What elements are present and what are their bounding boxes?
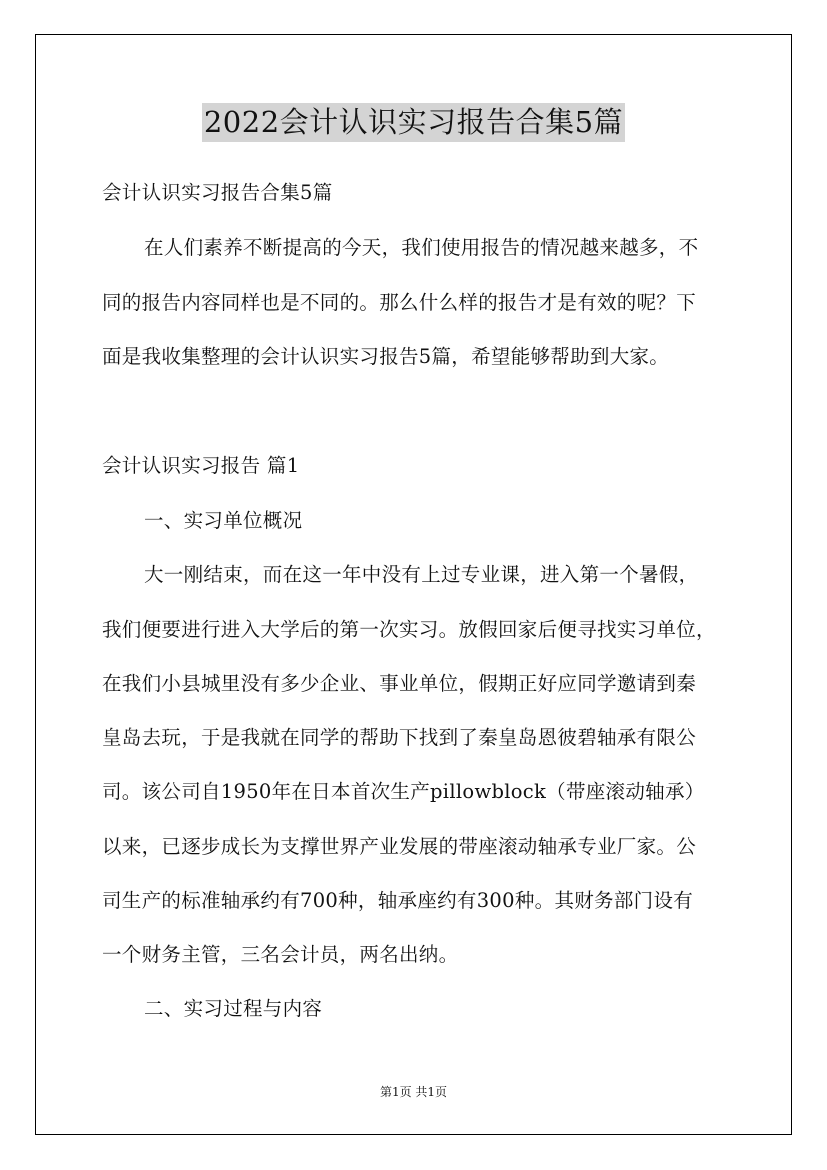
intro-line: 在人们素养不断提高的今天，我们使用报告的情况越来越多，不 — [144, 236, 699, 259]
section-heading: 会计认识实习报告 篇1 — [102, 454, 300, 477]
body-line: 皇岛去玩，于是我就在同学的帮助下找到了秦皇岛恩彼碧轴承有限公 — [102, 726, 697, 749]
document-title: 2022会计认识实习报告合集5篇 — [202, 103, 625, 142]
body-line: 大一刚结束，而在这一年中没有上过专业课，进入第一个暑假， — [144, 563, 699, 586]
sub-heading: 二、实习过程与内容 — [144, 997, 323, 1020]
body-line: 一个财务主管，三名会计员，两名出纳。 — [102, 943, 459, 966]
body-line: 在我们小县城里没有多少企业、事业单位，假期正好应同学邀请到秦 — [102, 672, 697, 695]
intro-line: 面是我收集整理的会计认识实习报告5篇，希望能够帮助到大家。 — [102, 345, 670, 368]
body-line: 以来，已逐步成长为支撑世界产业发展的带座滚动轴承专业厂家。公 — [102, 835, 697, 858]
body-line: 司生产的标准轴承约有700种，轴承座约有300种。其财务部门设有 — [102, 889, 694, 912]
page-footer: 第1页 共1页 — [379, 1085, 448, 1099]
body-line: 司。该公司自1950年在日本首次生产pillowblock（带座滚动轴承） — [102, 780, 705, 803]
title-container — [0, 103, 827, 142]
body-line: 我们便要进行进入大学后的第一次实习。放假回家后便寻找实习单位， — [102, 618, 716, 641]
intro-line: 同的报告内容同样也是不同的。那么什么样的报告才是有效的呢？下 — [102, 291, 697, 314]
document-subtitle: 会计认识实习报告合集5篇 — [102, 181, 333, 204]
sub-heading: 一、实习单位概况 — [144, 509, 303, 532]
